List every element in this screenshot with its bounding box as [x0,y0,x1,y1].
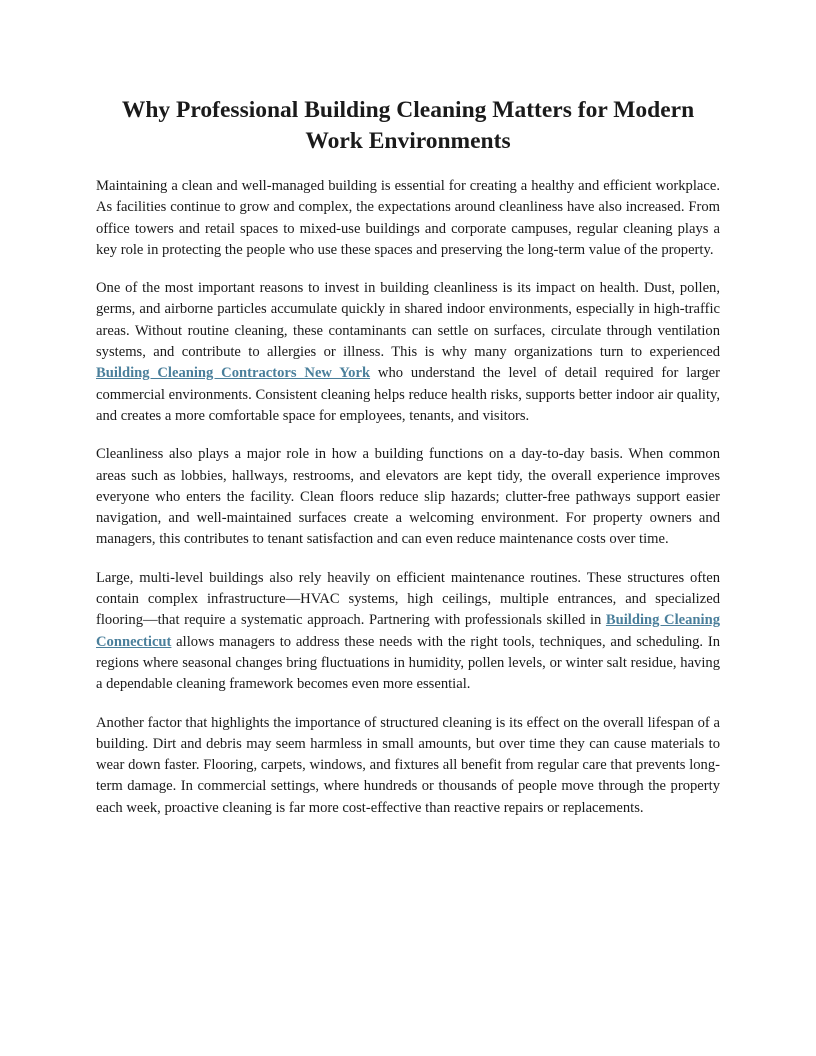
paragraph-text-after-link: who understand the level of detail required for larger commercial environments. Consistent cleaning helps reduce health risks, supports better indoor air quality, and creates a more comfortable space for employees, tenants, and visitors. [96,365,720,424]
paragraph-text-before-link: Large, multi-level buildings also rely heavily on efficient maintenance routines. These structures often contain complex infrastructure—HVAC systems, high ceilings, multiple entrances, and specialized flooring—that require a systematic approach. Partnering with professionals skilled in [96,569,720,629]
paragraph-text-after-link: allows managers to address these needs with the right tools, techniques, and scheduling. In regions where seasonal changes bring fluctuations in humidity, pollen levels, or winter salt residue, having a dependable cleaning framework becomes even more essential. [96,633,720,693]
paragraph-text-before-link: One of the most important reasons to invest in building cleanliness is its impact on health. Dust, pollen, germs, and airborne particles accumulate quickly in shared indoor environments, especially in high-traffic areas. Without routine cleaning, these contaminants can settle on surfaces, circulate through ventilation systems, and contribute to allergies or illness. This is why many organizations turn to experienced [96,280,720,361]
document-page [96,95,720,836]
paragraph-lifespan: Another factor that highlights the importance of structured cleaning is its effect on the overall lifespan of a building. Dirt and debris may seem harmless in small amounts, but over time they can cause materials to wear down faster. Flooring, carpets, windows, and fixtures all benefit from regular care that prevents long-term damage. In commercial settings, where hundreds or thousands of people move through the property each week, proactive cleaning is far more cost-effective than reactive repairs or replacements. [96,714,720,816]
link-building-cleaning-connecticut[interactable]: Building Cleaning Connecticut [96,612,720,650]
paragraph-multi-level [96,568,720,696]
link-building-cleaning-contractors-new-york[interactable]: Building Cleaning Contractors New York [96,365,371,382]
document-title: Why Professional Building Cleaning Matters for Modern Work Environments [121,97,695,154]
paragraph-intro: Maintaining a clean and well-managed building is essential for creating a healthy and efficient workplace. As facilities continue to grow and complex, the expectations around cleanliness have also increased. From office towers and retail spaces to mixed-use buildings and corporate campuses, regular cleaning plays a key role in protecting the people who use these spaces and preserving the long-term value of the property. [96,178,720,258]
paragraph-daily-function: Cleanliness also plays a major role in how a building functions on a day-to-day basis. When common areas such as lobbies, hallways, restrooms, and elevators are kept tidy, the overall experience improves everyone who enters the facility. Clean floors reduce slip hazards; clutter-free pathways support easier navigation, and well-maintained surfaces create a welcoming environment. For property owners and managers, this contributes to tenant satisfaction and can even reduce maintenance costs over time. [96,446,720,548]
paragraph-health [96,278,720,427]
